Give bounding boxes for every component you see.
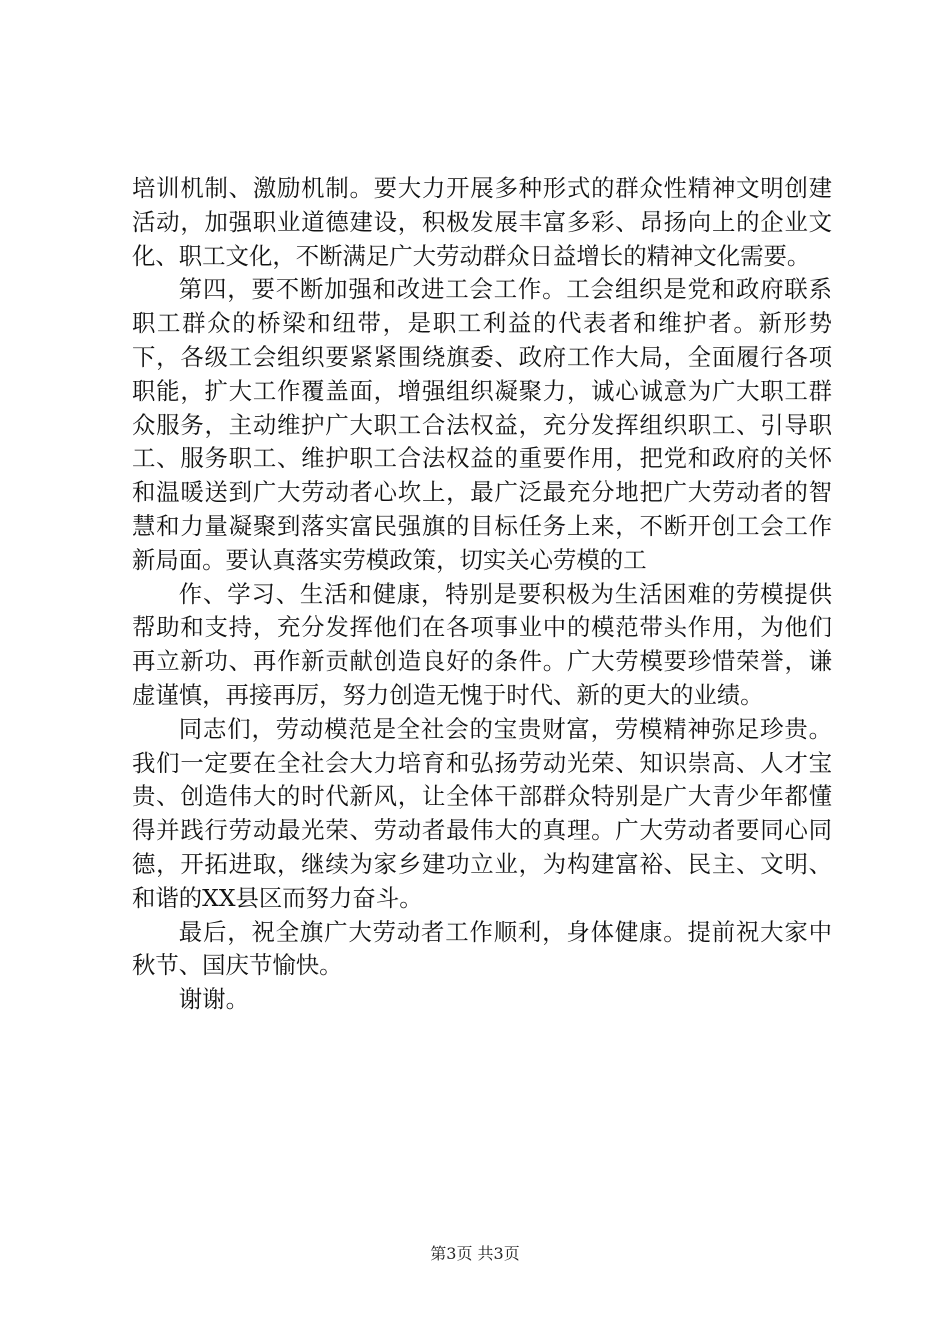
paragraph-model-workers: 作、学习、生活和健康，特别是要积极为生活困难的劳模提供帮助和支持，充分发挥他们在各项事业中的模范带头作用，为他们再立新功、再作新贡献创造良好的条件。广大劳模要珍惜荣誉，谦虚谨慎，再接再厉，努力创造无愧于时代、新的更大的业绩。 [132, 579, 832, 709]
paragraph-comrades: 同志们，劳动模范是全社会的宝贵财富，劳模精神弥足珍贵。我们一定要在全社会大力培育和弘扬劳动光荣、知识崇高、人才宝贵、创造伟大的时代新风，让全体干部群众特别是广大青少年都懂得并践行劳动最光荣、劳动者最伟大的真理。广大劳动者要同心同德，开拓进取，继续为家乡建功立业，为构建富裕、民主、文明、和谐的XX县区而努力奋斗。 [132, 714, 832, 912]
paragraph-thanks: 谢谢。 [178, 985, 249, 1014]
document-body [132, 172, 832, 1017]
paragraph-continuation: 培训机制、激励机制。要大力开展多种形式的群众性精神文明创建活动，加强职业道德建设，积极发展丰富多彩、昂扬向上的企业文化、职工文化，不断满足广大劳动群众日益增长的精神文化需要。 [132, 174, 832, 270]
paragraph-closing-wishes: 最后，祝全旗广大劳动者工作顺利，身体健康。提前祝大家中秋节、国庆节愉快。 [132, 917, 832, 980]
paragraph-fourth-point: 第四，要不断加强和改进工会工作。工会组织是党和政府联系职工群众的桥梁和纽带，是职工利益的代表者和维护者。新形势下，各级工会组织要紧紧围绕旗委、政府工作大局，全面履行各项职能，扩大工作覆盖面，增强组织凝聚力，诚心诚意为广大职工群众服务，主动维护广大职工合法权益，充分发挥组织职工、引导职工、服务职工、维护职工合法权益的重要作用，把党和政府的关怀和温暖送到广大劳动者心坎上，最广泛最充分地把广大劳动者的智慧和力量凝聚到落实富民强旗的目标任务上来，不断开创工会工作新局面。要认真落实劳模政策，切实关心劳模的工 [132, 275, 832, 574]
page-number-footer: 第3页 共3页 [430, 1244, 520, 1263]
